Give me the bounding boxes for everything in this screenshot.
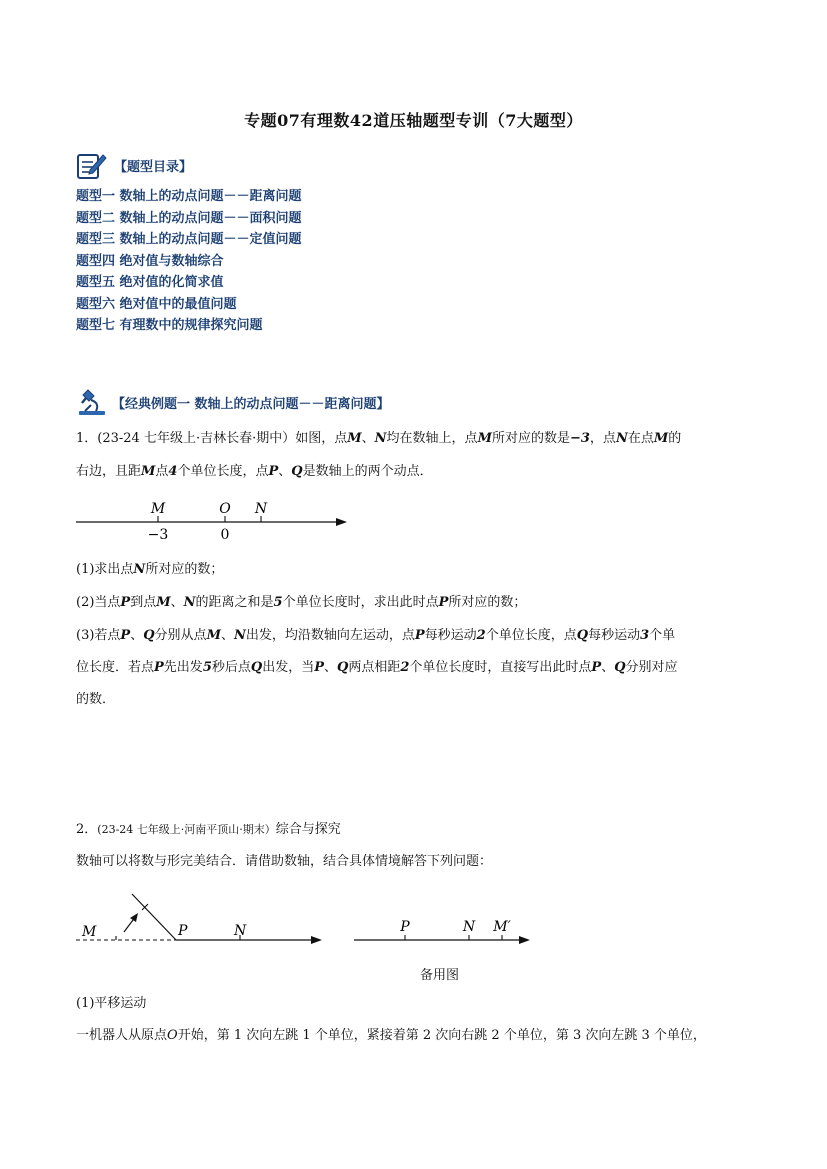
text: 右边，且距	[76, 464, 142, 479]
q1-line-1	[76, 429, 756, 449]
var-N: N	[183, 595, 196, 610]
text: 、	[601, 660, 615, 675]
var-Q: Q	[291, 464, 303, 479]
var-Q: Q	[614, 660, 626, 675]
var-M: M	[206, 628, 221, 643]
var-P: P	[268, 464, 279, 479]
number-line-figure	[72, 495, 357, 543]
var-P: P	[438, 595, 449, 610]
text: 先出发	[163, 660, 203, 675]
text: 个单	[649, 628, 676, 643]
fig1-label-M: M	[82, 924, 97, 940]
text: 、	[170, 595, 184, 610]
text: 分别对应	[625, 660, 678, 675]
text: 秒后点	[211, 660, 251, 675]
text: 每秒运动	[588, 628, 641, 643]
text: 一机器人从原点	[76, 1028, 168, 1043]
text: 开始，第 1 次向左跳 1 个单位，紧接着第 2 次向右跳 2 个单位，第 3 次向左跳 3 个单位，	[177, 1028, 706, 1043]
toc-item: 题型七 有理数中的规律探究问题	[76, 318, 263, 333]
q1-part-3-end: 的数．	[76, 692, 116, 707]
value-2: 2	[476, 628, 486, 643]
text: 出发，当	[262, 660, 315, 675]
text: 、	[361, 431, 375, 446]
tick-label-neg3: −3	[147, 527, 169, 543]
value-3: 3	[640, 628, 650, 643]
text: 两点相距	[348, 660, 401, 675]
text: (1)求出点	[76, 562, 134, 577]
var-Q: Q	[143, 628, 155, 643]
var-Q: Q	[576, 628, 589, 643]
var-P: P	[154, 660, 164, 675]
text: (2)当点	[76, 595, 121, 610]
text: 位长度．若点	[76, 660, 155, 675]
section-header	[76, 386, 390, 418]
text: 是数轴上的两个动点．	[302, 464, 433, 479]
q1-part-3-cont	[76, 658, 756, 678]
text: ，点	[589, 431, 616, 446]
toc-header	[76, 150, 192, 180]
text: 、	[130, 628, 144, 643]
q1-line-2	[76, 462, 756, 482]
text: 个单位长度，点	[177, 464, 269, 479]
q1-part-2	[76, 593, 756, 613]
var-Q: Q	[337, 660, 349, 675]
value-4: 4	[168, 464, 178, 479]
value-5: 5	[273, 595, 283, 610]
var-N: N	[233, 628, 246, 643]
toc-item: 题型三 数轴上的动点问题－－定值问题	[76, 232, 302, 247]
fig2-label-Mprime: M′	[493, 919, 511, 935]
section-heading: 【经典例题一 数轴上的动点问题－－距离问题】	[112, 396, 390, 412]
tick-label-0: 0	[220, 527, 230, 543]
fig1-label-N: N	[234, 923, 247, 939]
text: 、	[220, 628, 234, 643]
q2-intro: 数轴可以将数与形完美结合．请借助数轴，结合具体情境解答下列问题：	[76, 854, 493, 869]
var-M: M	[141, 464, 156, 479]
q1-number: 1．	[76, 431, 98, 446]
axis-label-O: O	[219, 501, 231, 517]
toc-item: 题型二 数轴上的动点问题－－面积问题	[76, 210, 302, 226]
toc-item: 题型一 数轴上的动点问题－－距离问题	[76, 189, 302, 204]
axis-label-N: N	[254, 501, 268, 517]
var-M: M	[477, 431, 492, 446]
q1-part-3	[76, 626, 756, 646]
var-P: P	[591, 660, 602, 675]
toc-item: 题型四 绝对值与数轴综合	[76, 253, 224, 269]
toc-list	[76, 186, 302, 337]
text: 在点	[627, 431, 654, 446]
text: 所对应的数是	[491, 431, 570, 446]
axis-label-M: M	[150, 501, 166, 517]
var-N: N	[133, 562, 146, 577]
translation-figure	[72, 880, 332, 950]
fig1-label-P: P	[178, 923, 188, 939]
q2-part-1: (1)平移运动	[76, 996, 147, 1011]
text: 综合与探究	[275, 822, 341, 837]
page-title: 专题07有理数42道压轴题型专训（7大题型）	[244, 111, 583, 130]
text: 分别从点	[154, 628, 207, 643]
value-neg3: −3	[569, 431, 590, 446]
var-O: O	[167, 1028, 178, 1043]
var-P: P	[120, 595, 131, 610]
microscope-icon	[76, 387, 108, 417]
toc-item: 题型六 绝对值中的最值问题	[76, 296, 237, 312]
text: 所对应的数；	[145, 562, 224, 577]
toc-heading: 【题型目录】	[114, 159, 193, 175]
var-P: P	[314, 660, 324, 675]
q1-source: (23-24 七年级上·吉林长春·期中）	[97, 431, 296, 446]
text: 的	[668, 431, 682, 446]
fig2-label-P: P	[400, 919, 410, 935]
var-M: M	[653, 431, 669, 446]
var-M: M	[347, 431, 362, 446]
value-2: 2	[400, 660, 410, 675]
toc-item: 题型五 绝对值的化简求值	[76, 275, 224, 290]
text: 个单位长度时，求出此时点	[282, 595, 439, 610]
var-M: M	[156, 595, 171, 610]
text: 、	[324, 660, 338, 675]
var-N: N	[615, 431, 628, 446]
value-5: 5	[202, 660, 212, 675]
var-Q: Q	[250, 660, 263, 675]
text: 的距离之和是	[195, 595, 274, 610]
var-P: P	[120, 628, 131, 643]
var-N: N	[374, 431, 387, 446]
q2-line-1	[76, 820, 756, 840]
fig2-label-N: N	[462, 919, 476, 935]
text: 每秒运动	[424, 628, 477, 643]
notepad-pencil-icon	[76, 150, 108, 180]
text: 个单位长度时，直接写出此时点	[409, 660, 592, 675]
q2-source: (23-24 七年级上·河南平顶山·期末）	[97, 823, 276, 836]
text: 均在数轴上，点	[386, 431, 478, 446]
backup-caption: 备用图	[420, 968, 460, 983]
q2-number: 2．	[76, 822, 98, 837]
q2-part-1-text	[76, 1026, 756, 1046]
text: 出发，均沿数轴向左运动，点	[245, 628, 415, 643]
text: 如图，点	[295, 431, 348, 446]
text: (3)若点	[76, 628, 121, 643]
text: 、	[278, 464, 292, 479]
text: 到点	[130, 595, 157, 610]
text: 点	[155, 464, 169, 479]
text: 所对应的数；	[448, 595, 527, 610]
text: 个单位长度，点	[485, 628, 577, 643]
backup-figure	[350, 905, 540, 950]
q1-part-1	[76, 560, 756, 580]
var-P: P	[414, 628, 425, 643]
